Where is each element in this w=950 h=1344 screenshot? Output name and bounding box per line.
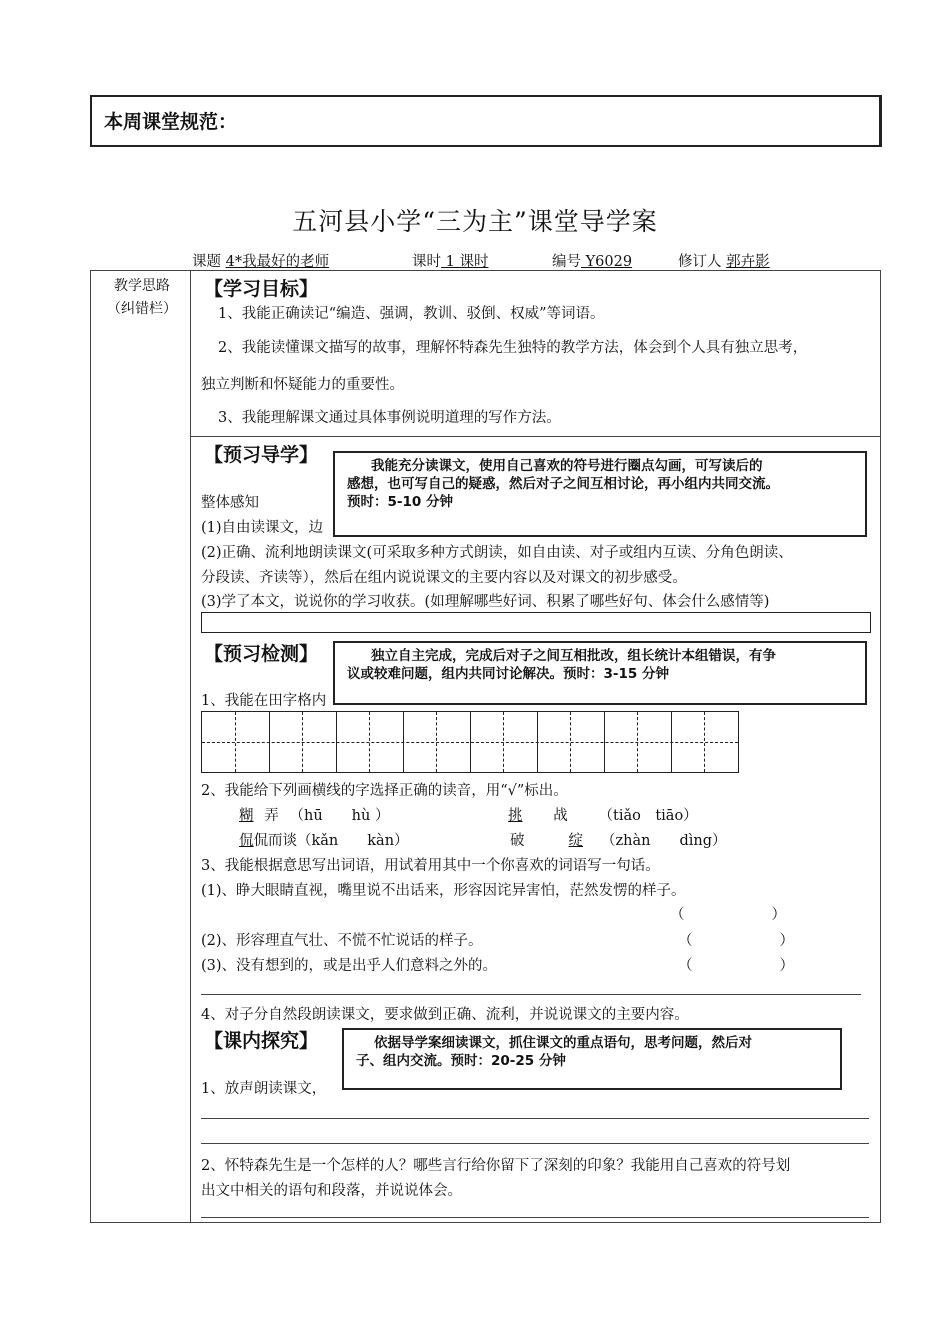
lesson-value: 4*我最好的老师	[225, 254, 330, 270]
answer-line[interactable]	[201, 1217, 869, 1218]
code-field: 编号 Y6029	[552, 254, 633, 270]
definition-item: (1)、睁大眼睛直视，嘴里说不出话来，形容因诧异害怕，茫然发愣的样子。	[201, 883, 686, 899]
explore-question: 2、怀特森先生是一个怎样的人？哪些言行给你留下了深刻的印象？我能用自己喜欢的符号划	[201, 1158, 791, 1174]
pinyin-item: 糊 弄 （hū hù ）	[239, 808, 390, 824]
period-field: 课时 1 课时	[412, 254, 489, 270]
lesson-field: 课题 4*我最好的老师	[192, 254, 330, 270]
check-heading: 【预习检测】	[204, 643, 319, 665]
check-question: 2、我能给下列画横线的字选择正确的读音，用“√”标出。	[201, 783, 568, 799]
check-question: 4、对子分自然段朗读课文，要求做到正确、流利，并说说课文的主要内容。	[201, 1007, 689, 1023]
writing-grid[interactable]	[201, 711, 739, 773]
pinyin-item: 侃侃而谈（kǎn kàn）	[239, 833, 409, 849]
definition-item: (2)、形容理直气壮、不慌不忙说话的样子。	[201, 933, 483, 949]
check-question: 1、我能在田字格内	[201, 693, 327, 709]
goals-heading: 【学习目标】	[204, 278, 319, 300]
explore-note: 依据导学案细读课文，抓住课文的重点语句，思考问题，然后对 子、组内交流。预时：20-25 分钟	[342, 1028, 842, 1090]
answer-paren[interactable]: （ ）	[678, 933, 794, 949]
answer-line[interactable]	[201, 1118, 869, 1119]
goal-item: 独立判断和怀疑能力的重要性。	[201, 377, 404, 393]
weekly-norms-box	[90, 95, 882, 147]
explore-heading: 【课内探究】	[204, 1030, 319, 1052]
reviser-field: 修订人 郭卉影	[678, 254, 770, 270]
reviser-value: 郭卉影	[726, 254, 770, 270]
answer-paren[interactable]: （ ）	[670, 907, 786, 923]
preview-item: (2)正确、流利地朗读课文(可采取多种方式朗读，如自由读、对子或组内互读、分角色朗读、	[201, 545, 793, 561]
overall-label: 整体感知	[201, 495, 259, 511]
check-note: 独立自主完成，完成后对子之间互相批改，组长统计本组错误，有争 议或较难问题，组内共同讨论解决。预时：3-15 分钟	[333, 641, 867, 705]
explore-question: 出文中相关的语句和段落，并说说体会。	[201, 1183, 462, 1199]
section-divider	[190, 436, 881, 437]
goal-item: 1、我能正确读记“编造、强调，教训、驳倒、权威”等词语。	[218, 306, 605, 322]
answer-line[interactable]	[201, 1143, 869, 1144]
explore-question: 1、放声朗读课文，	[201, 1081, 327, 1097]
check-question: 3、我能根据意思写出词语，用试着用其中一个你喜欢的词语写一句话。	[201, 858, 660, 874]
column-divider	[190, 270, 191, 1223]
code-value: Y6029	[581, 254, 633, 270]
answer-line[interactable]	[201, 994, 861, 995]
definition-item: (3)、没有想到的，或是出乎人们意料之外的。	[201, 958, 498, 974]
weekly-norms-label: 本周课堂规范：	[104, 111, 238, 133]
sidebar-label: 教学思路 （纠错栏）	[107, 278, 177, 317]
pinyin-item: 破 绽 （zhàn dìng）	[510, 833, 727, 849]
preview-note: 我能充分读课文，使用自己喜欢的符号进行圈点勾画，可写读后的 感想，也可写自己的疑惑，然后对子之间互相讨论，再小组内共同交流。 预时：5-10 分钟	[333, 451, 867, 537]
preview-item: (3)学了本文，说说你的学习收获。(如理解哪些好词、积累了哪些好句、体会什么感情等)	[201, 594, 770, 610]
preview-item: (1)自由读课文，边	[201, 520, 324, 536]
goal-item: 2、我能读懂课文描写的故事，理解怀特森先生独特的教学方法，体会到个人具有独立思考，	[218, 340, 808, 356]
page-title: 五河县小学“三为主”课堂导学案	[292, 207, 658, 236]
preview-heading: 【预习导学】	[204, 444, 319, 466]
preview-item: 分段读、齐读等），然后在组内说说课文的主要内容以及对课文的初步感受。	[201, 570, 687, 586]
answer-box[interactable]	[201, 612, 871, 633]
goal-item: 3、我能理解课文通过具体事例说明道理的写作方法。	[218, 410, 561, 426]
period-value: 1 课时	[441, 254, 489, 270]
answer-paren[interactable]: （ ）	[678, 958, 794, 974]
pinyin-item: 挑 战 （tiǎo tiāo）	[508, 808, 698, 824]
